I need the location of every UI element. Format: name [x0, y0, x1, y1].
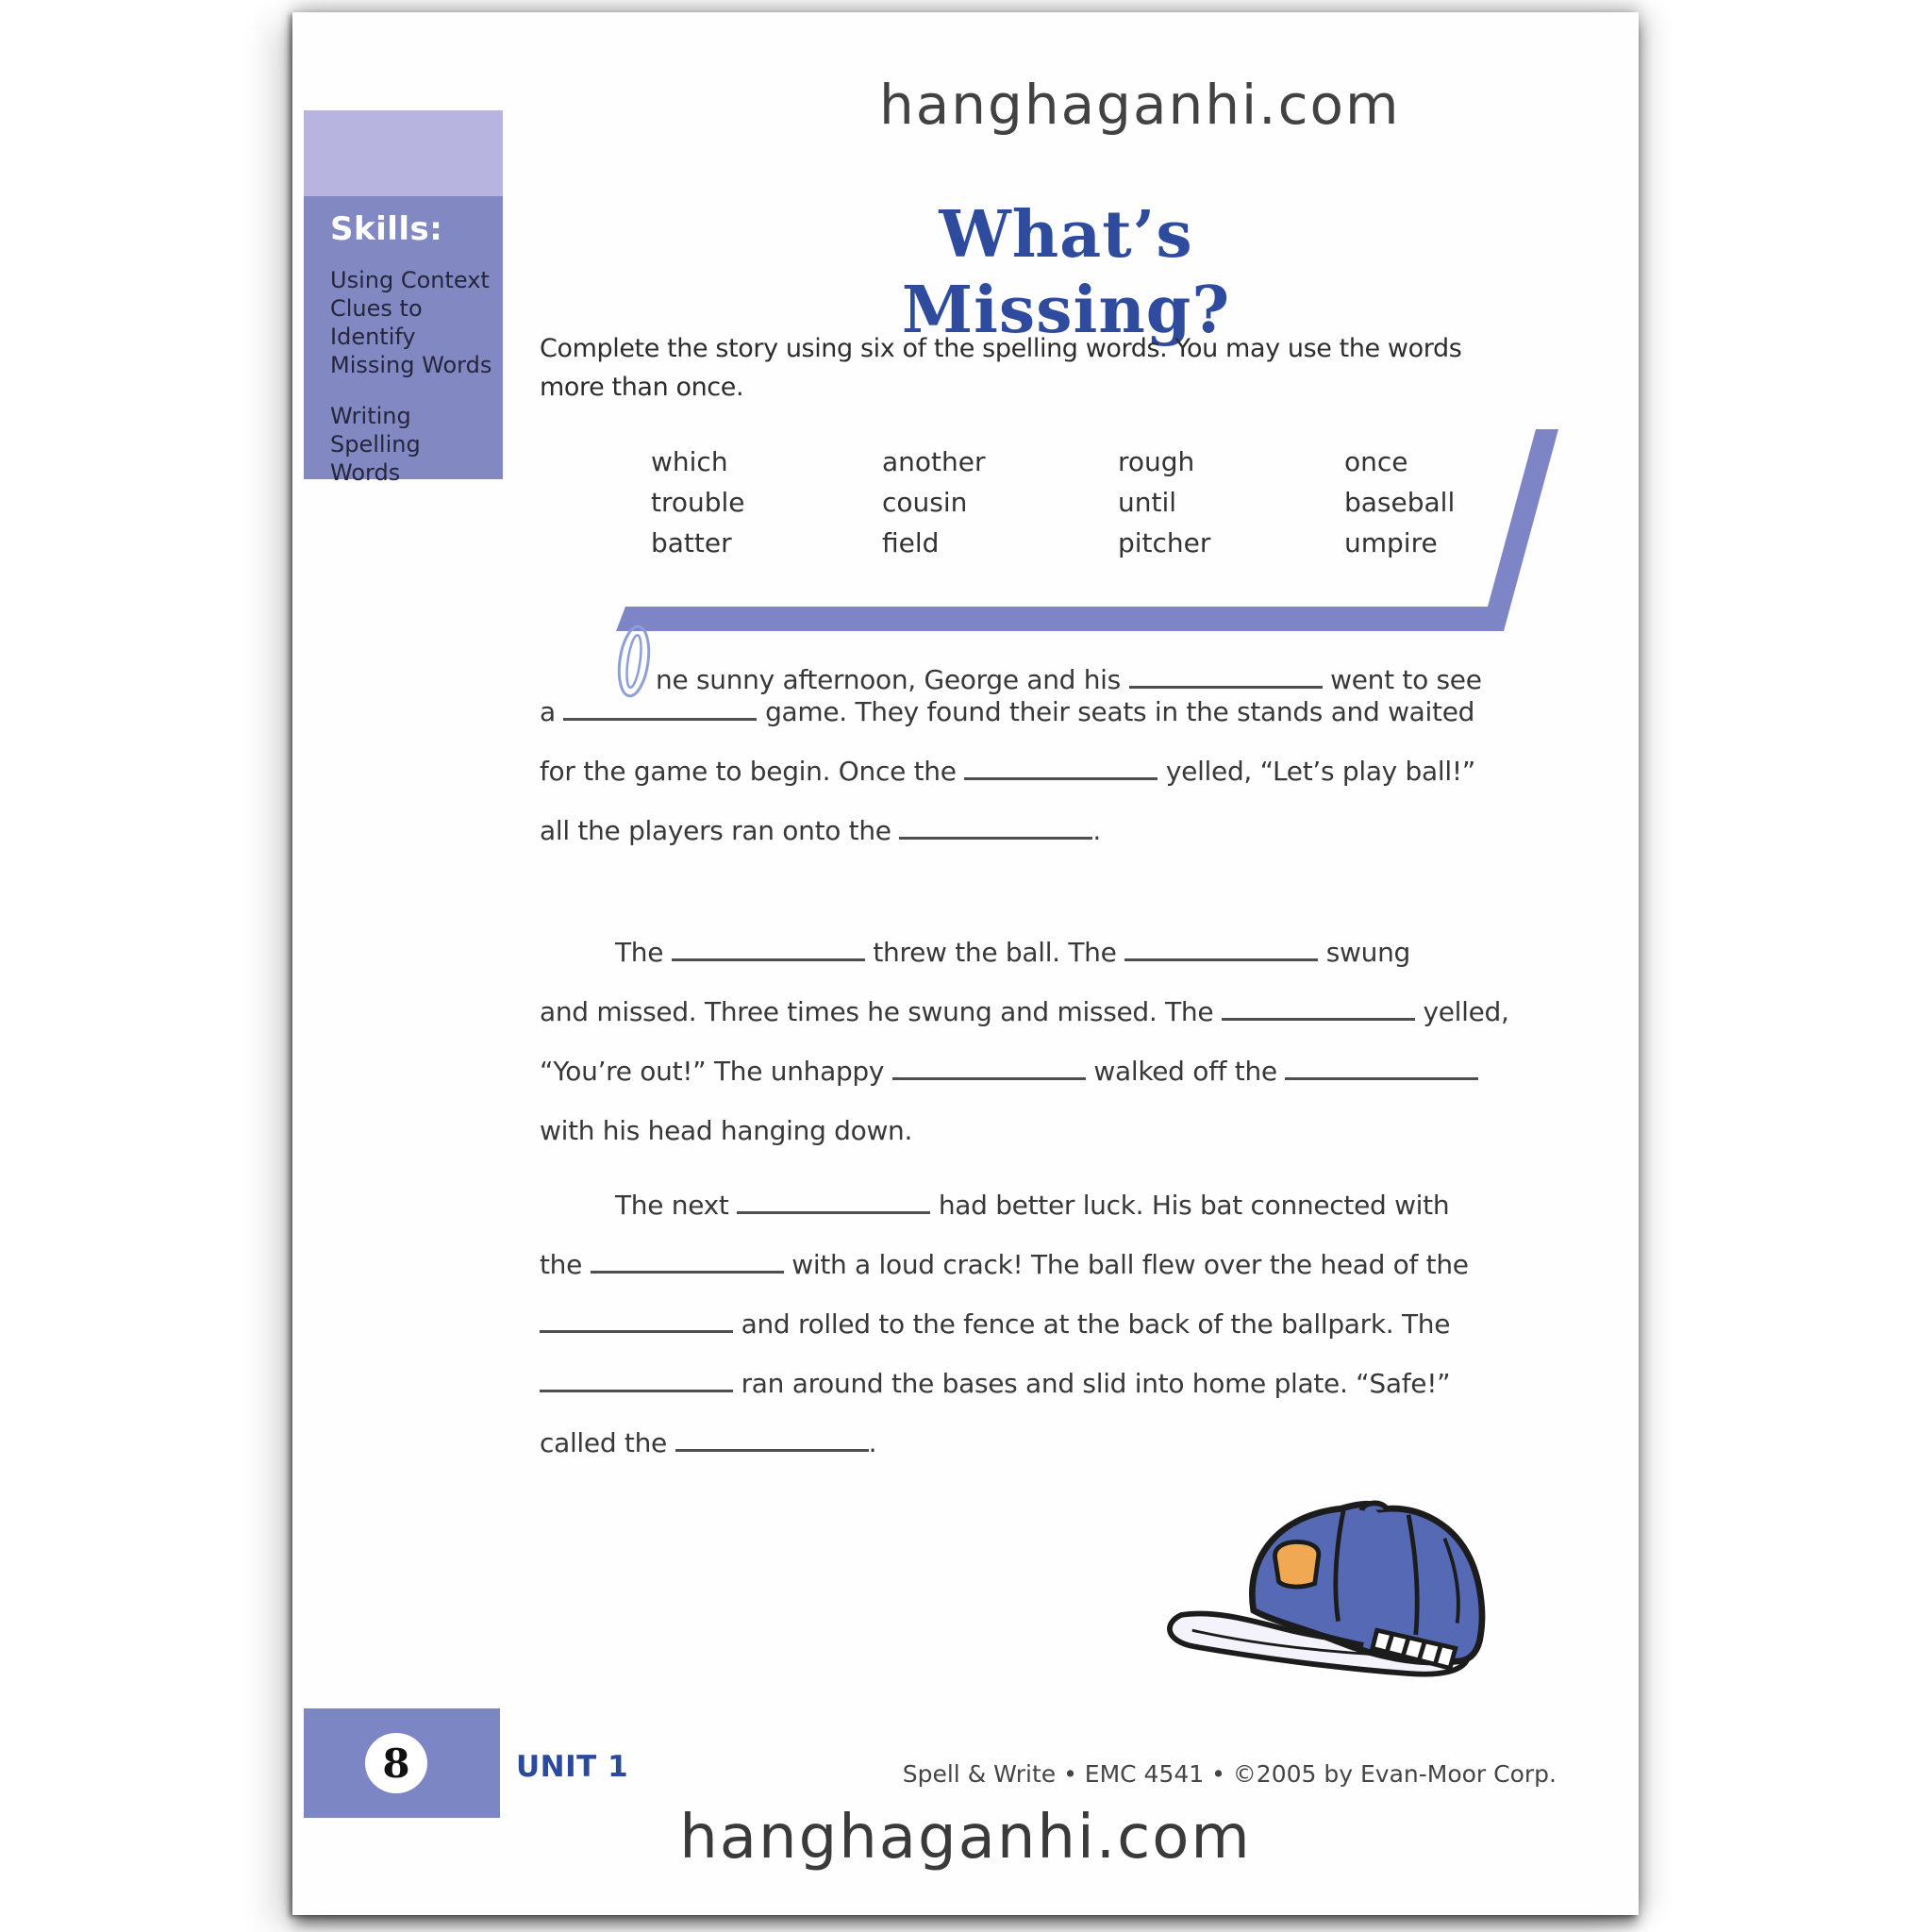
story-blank	[540, 1390, 733, 1392]
story-text: with his head hanging down.	[540, 1115, 913, 1146]
story-paragraph	[540, 923, 1577, 1160]
story-text: ran around the bases and slid into home plate. “Safe!”	[733, 1368, 1451, 1399]
story-blank	[672, 958, 865, 961]
page-title: What’s Missing?	[901, 197, 1231, 348]
page-number: 8	[382, 1740, 410, 1787]
story-text: .	[1092, 815, 1101, 846]
story-blank	[675, 1449, 869, 1452]
story-line	[540, 1294, 1577, 1354]
story-text: with a loud crack! The ball flew over the head of the	[783, 1249, 1469, 1280]
story-text: had better luck. His bat connected with	[930, 1190, 1450, 1221]
story-text: game. They found their seats in the stands and waited	[757, 696, 1475, 727]
skill-item: Using Context Clues to Identify Missing Words	[330, 267, 492, 378]
story-line	[540, 982, 1577, 1041]
story-blank	[540, 1330, 733, 1333]
word-bank-word: cousin	[882, 487, 968, 518]
story-text: swung	[1318, 937, 1411, 968]
story-text: a	[540, 696, 564, 727]
story-line	[540, 623, 1577, 695]
story-text: and rolled to the fence at the back of the ballpark. The	[733, 1308, 1451, 1340]
word-bank-word: until	[1118, 487, 1177, 518]
story-text: .	[868, 1427, 877, 1458]
sidebar-accent-block	[304, 110, 503, 196]
story-text: walked off the	[1085, 1056, 1286, 1087]
word-bank-word: baseball	[1344, 487, 1456, 518]
word-bank-word: rough	[1118, 446, 1195, 477]
story-line	[540, 1354, 1577, 1413]
story-line	[540, 801, 1577, 860]
word-bank-word: trouble	[651, 487, 745, 518]
word-bank-word: pitcher	[1118, 527, 1211, 558]
story-text: the	[540, 1249, 591, 1280]
story-line	[540, 741, 1577, 801]
story-line	[540, 1175, 1577, 1235]
story-blank	[1222, 1018, 1415, 1021]
page-number-circle	[365, 1733, 427, 1793]
word-bank-word: which	[651, 446, 728, 477]
story-line	[540, 1101, 1577, 1160]
story-paragraph	[540, 623, 1577, 860]
story-text: ne sunny afternoon, George and his	[656, 664, 1129, 695]
instructions	[540, 329, 1461, 407]
instruction-line: Complete the story using six of the spelling words. You may use the words	[540, 334, 1462, 363]
story-text: yelled,	[1414, 996, 1509, 1027]
baseball-cap-illustration	[1147, 1468, 1553, 1739]
instruction-line: more than once.	[540, 373, 744, 402]
story-text: The next	[615, 1190, 738, 1221]
story-blank	[892, 1077, 1086, 1080]
story-blank	[563, 718, 757, 721]
word-bank-word: once	[1344, 446, 1408, 477]
story-text: threw the ball. The	[864, 937, 1125, 968]
cap-patch	[1274, 1542, 1318, 1587]
story-text: and missed. Three times he swung and missed. The	[540, 996, 1222, 1027]
story-text: for the game to begin. Once the	[540, 756, 965, 787]
story-blank	[737, 1211, 930, 1214]
story-blank	[1285, 1077, 1478, 1080]
story-text: called the	[540, 1427, 675, 1458]
copyright: Spell & Write • EMC 4541 • ©2005 by Evan-Moor Corp.	[902, 1760, 1557, 1788]
word-bank-underline-swoosh	[604, 418, 1575, 644]
story-line	[540, 682, 1577, 741]
story-blank	[1124, 958, 1318, 961]
watermark-top: hanghaganhi.com	[879, 73, 1401, 137]
story-text: “You’re out!” The unhappy	[540, 1056, 892, 1087]
story-text: all the players ran onto the	[540, 815, 900, 846]
page-number-box	[304, 1708, 500, 1818]
worksheet-page	[292, 12, 1639, 1915]
story-text: went to see	[1322, 664, 1482, 695]
story-text: The	[615, 937, 672, 968]
story-text: yelled, “Let’s play ball!”	[1158, 756, 1475, 787]
story-line	[540, 1235, 1577, 1294]
story-blank	[899, 837, 1092, 840]
skills-heading: Skills:	[330, 210, 443, 248]
word-bank-word: umpire	[1344, 527, 1438, 558]
unit-label: UNIT 1	[516, 1750, 629, 1784]
story-blank	[591, 1271, 784, 1274]
story-blank	[964, 777, 1158, 780]
word-bank-word: field	[882, 527, 940, 558]
word-bank-word: another	[882, 446, 986, 477]
story-line	[540, 1041, 1577, 1101]
story-line	[540, 1413, 1577, 1473]
story-line	[540, 923, 1577, 982]
watermark-bottom: hanghaganhi.com	[679, 1803, 1252, 1873]
story-paragraph	[540, 1175, 1577, 1473]
skill-item: Writing Spelling Words	[330, 403, 421, 486]
word-bank-word: batter	[651, 527, 732, 558]
